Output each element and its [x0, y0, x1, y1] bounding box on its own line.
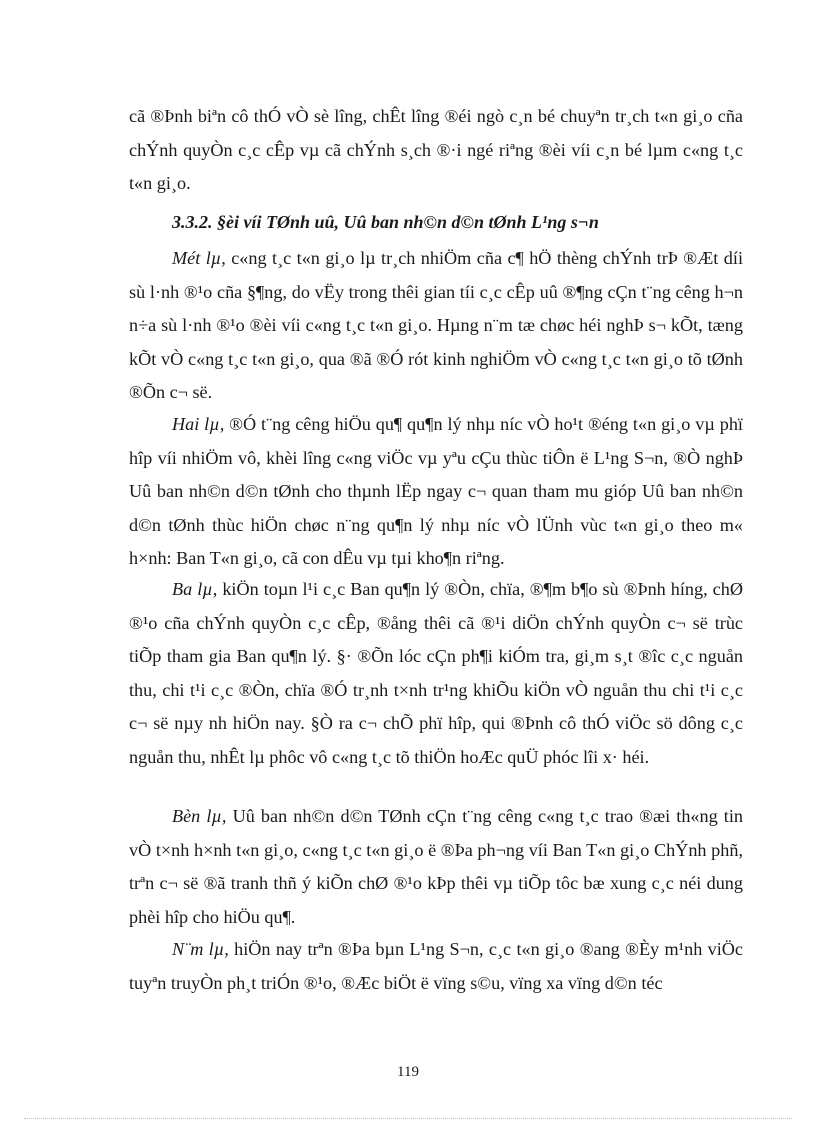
paragraph-lead: Mét lµ, — [172, 248, 226, 268]
paragraph-body: hiÖn nay trªn ®Þa bµn L¹ng S¬n, c¸c t«n gi¸o ®ang ®Èy m¹nh viÖc tuyªn truyÒn ph¸t triÓn ®¹o, ®Æc biÖt ë vïng s©u, vïng xa vïng d©n téc — [129, 939, 743, 993]
paragraph-body: kiÖn toµn l¹i c¸c Ban qu¶n lý ®Òn, chïa, ®¶m b¶o sù ®Þnh híng, chØ ®¹o cña chÝnh quyÒn c¸c cÊp, ®ång thêi cã ®¹i diÖn chÝnh quyÒn c¬ së trùc tiÕp tham gia Ban qu¶n lý. §· ®Õn lóc cÇn ph¶i kiÓm tra, gi¸m s¸t ®îc c¸c nguån thu, chi t¹i c¸c ®Òn, chïa ®Ó tr¸nh t×nh tr¹ng khiÕu kiÖn vÒ nguån thu chi t¹i c¸c c¬ së nµy nh hiÖn nay. §Ò ra c¬ chÕ phï hîp, qui ®Þnh cô thÓ viÖc sö dông c¸c nguån thu, nhÊt lµ phôc vô c«ng t¸c tõ thiÖn hoÆc quÜ phóc lîi x· héi. — [129, 579, 743, 767]
paragraph-lead: Ba lµ, — [172, 579, 218, 599]
paragraph-body: c«ng t¸c t«n gi¸o lµ tr¸ch nhiÖm cña c¶ hÖ thèng chÝnh trÞ ®Æt díi sù l·nh ®¹o cña §¶ng, do vËy trong thêi gian tíi c¸c cÊp uû ®¶ng cÇn t¨ng cêng h¬n n÷a sù l·nh ®¹o ®èi víi c«ng t¸c t«n gi¸o. Hµng n¨m tæ chøc héi nghÞ s¬ kÕt, tæng kÕt vÒ c«ng t¸c t«n gi¸o, qua ®ã ®Ó rót kinh nghiÖm vÒ c«ng t¸c t«n gi¸o tõ tØnh ®Õn c¬ së. — [129, 248, 743, 402]
intro-paragraph: cã ®Þnh biªn cô thÓ vÒ sè lîng, chÊt lîng ®éi ngò c¸n bé chuyªn tr¸ch t«n gi¸o cña chÝnh quyÒn c¸c cÊp vµ cã chÝnh s¸ch ®·i ngé riªng ®èi víi c¸n bé lµm c«ng t¸c t«n gi¸o. — [129, 106, 743, 193]
section-heading: 3.3.2. §èi víi TØnh uû, Uû ban nh©n d©n tØnh L¹ng s¬n — [172, 212, 599, 232]
paragraph-2 — [129, 408, 743, 576]
paragraph-lead: N¨m lµ, — [172, 939, 229, 959]
paragraph-body: Uû ban nh©n d©n TØnh cÇn t¨ng cêng c«ng t¸c trao ®æi th«ng tin vÒ t×nh h×nh t«n gi¸o, c«ng t¸c t«n gi¸o ë ®Þa ph¬ng víi Ban T«n gi¸o ChÝnh phñ, trªn c¬ së ®ã tranh thñ ý kiÕn chØ ®¹o kÞp thêi vµ tiÕp tôc bæ xung c¸c néi dung phèi hîp cho hiÖu qu¶. — [129, 806, 743, 927]
paragraph-1 — [129, 242, 743, 410]
paragraph-body: ®Ó t¨ng cêng hiÖu qu¶ qu¶n lý nhµ níc vÒ ho¹t ®éng t«n gi¸o vµ phï hîp víi nhiÖm vô, khèi lîng c«ng viÖc vµ yªu cÇu thùc tiÔn ë L¹ng S¬n, ®Ò nghÞ Uû ban nh©n d©n tØnh cho thµnh lËp ngay c¬ quan tham mu gióp Uû ban nh©n d©n tØnh thùc hiÖn chøc n¨ng qu¶n lý nhµ níc vÒ lÜnh vùc t«n gi¸o theo m« h×nh: Ban T«n gi¸o, cã con dÊu vµ tµi kho¶n riªng. — [129, 414, 743, 568]
paragraph-lead: Hai lµ, — [172, 414, 225, 434]
paragraph-lead: Bèn lµ, — [172, 806, 227, 826]
paragraph-3 — [129, 573, 743, 774]
page-number: 119 — [397, 1064, 419, 1080]
paragraph-4 — [129, 800, 743, 934]
bottom-divider — [24, 1118, 792, 1119]
paragraph-5 — [129, 933, 743, 1000]
